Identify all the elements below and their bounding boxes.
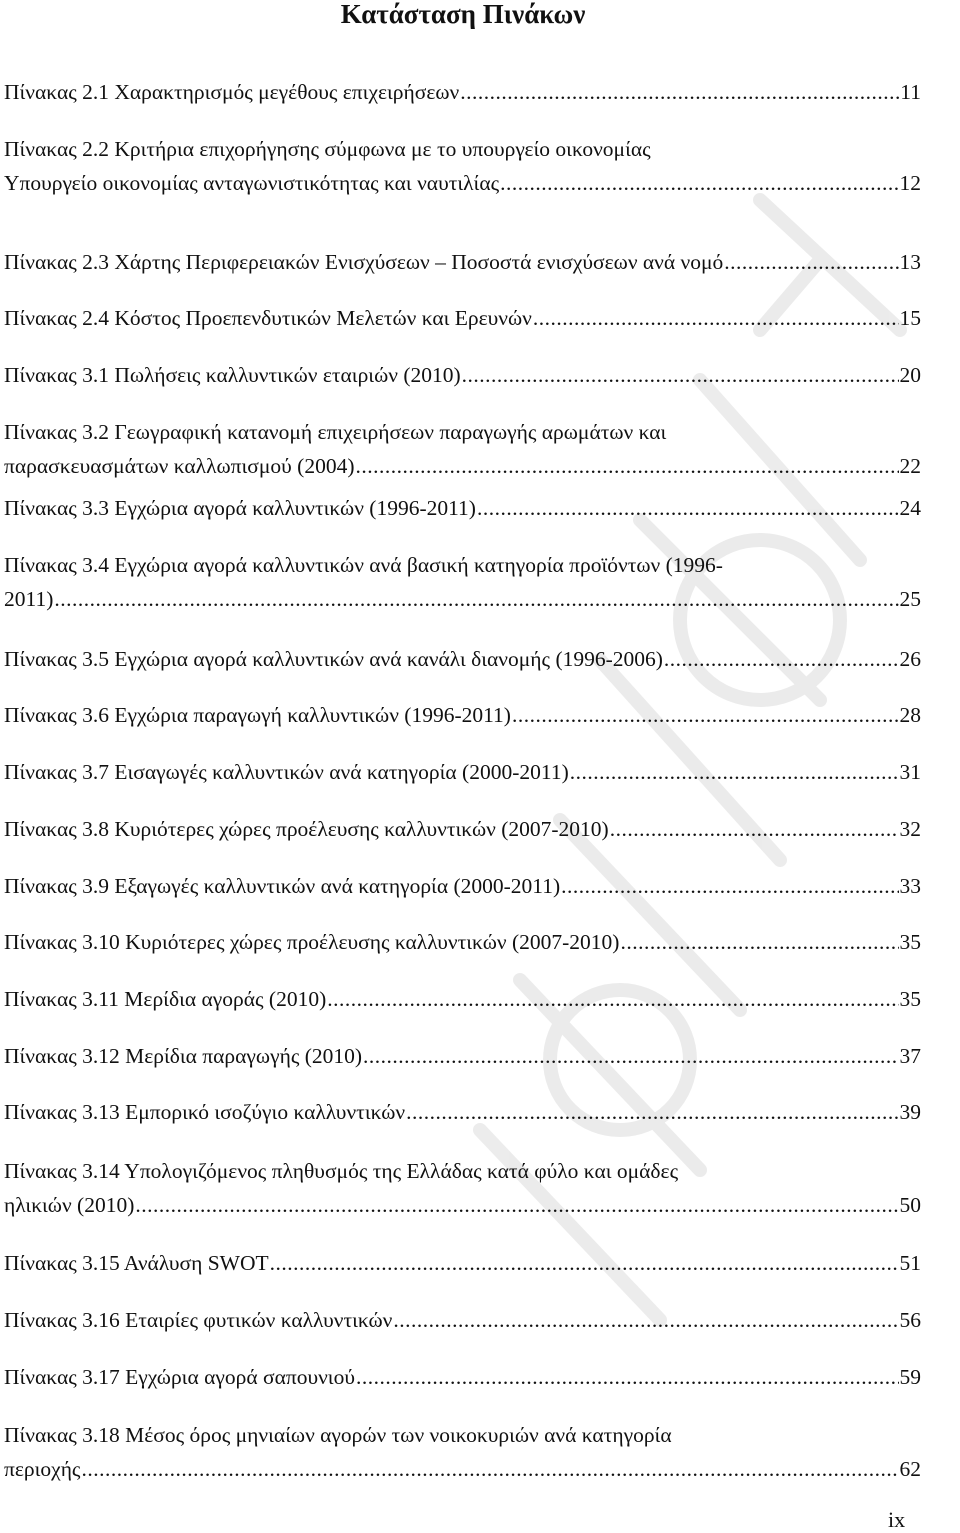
page-title: Κατάσταση Πινάκων (340, 0, 586, 29)
toc-entry-line (4, 1452, 921, 1486)
toc-entry-line (4, 1246, 921, 1280)
toc-entry-line (4, 449, 921, 483)
toc-page-number: 24 (899, 496, 921, 520)
dot-leader (81, 1452, 898, 1486)
toc-entry-line (4, 1303, 921, 1337)
toc-page-number: 12 (899, 171, 921, 195)
dot-leader (724, 245, 898, 279)
toc-page-number: 50 (899, 1193, 921, 1217)
dot-leader (460, 75, 899, 109)
dot-leader (610, 812, 899, 846)
toc-entry-line (4, 642, 921, 676)
toc-entry-text: Πίνακας 3.14 Υπολογιζόμενος πληθυσμός της Ελλάδας κατά φύλο και ομάδες (4, 1159, 679, 1183)
toc-entry[interactable] (4, 642, 921, 676)
toc-page-number: 59 (899, 1365, 921, 1389)
dot-leader (363, 1039, 898, 1073)
dot-leader (500, 166, 898, 200)
toc-entry[interactable] (4, 1095, 921, 1129)
toc-page-number: 26 (899, 647, 921, 671)
dot-leader (327, 982, 898, 1016)
toc-entry-text: 2011) (4, 587, 54, 611)
dot-leader (356, 449, 899, 483)
toc-page-number: 35 (899, 987, 921, 1011)
dot-leader (620, 925, 898, 959)
toc-entry[interactable] (4, 1246, 921, 1280)
dot-leader (270, 1246, 899, 1280)
toc-entry[interactable] (4, 132, 921, 200)
toc-entry[interactable] (4, 491, 921, 525)
toc-entry-text: Πίνακας 3.9 Εξαγωγές καλλυντικών ανά κατηγορία (2000-2011) (4, 874, 561, 898)
toc-entry[interactable] (4, 925, 921, 959)
toc-entry[interactable] (4, 548, 921, 616)
toc-page-number: 35 (899, 930, 921, 954)
toc-entry[interactable] (4, 755, 921, 789)
toc-entry-text: Πίνακας 3.6 Εγχώρια παραγωγή καλλυντικών (1996-2011) (4, 703, 511, 727)
dot-leader (393, 1303, 898, 1337)
toc-entry-line (4, 1188, 921, 1222)
toc-page-number: 51 (899, 1251, 921, 1275)
dot-leader (406, 1095, 898, 1129)
toc-entry-line (4, 491, 921, 525)
page-number: ix (888, 1507, 906, 1532)
toc-entry-text: Πίνακας 2.4 Κόστος Προεπενδυτικών Μελετών και Ερευνών (4, 306, 532, 330)
dot-leader (135, 1188, 898, 1222)
toc-entry-text: Πίνακας 3.4 Εγχώρια αγορά καλλυντικών ανά βασική κατηγορία προϊόντων (1996- (4, 553, 723, 577)
toc-entry-text: Πίνακας 3.15 Ανάλυση SWOT (4, 1251, 269, 1275)
toc-page-number: 37 (899, 1044, 921, 1068)
toc-entry-line (4, 75, 921, 109)
toc-entry-line (4, 166, 921, 200)
toc-page-number: 22 (899, 454, 921, 478)
toc-entry-line (4, 358, 921, 392)
toc-entry-line (4, 1360, 921, 1394)
toc-entry-line (4, 582, 921, 616)
toc-entry-text: Πίνακας 3.10 Κυριότερες χώρες προέλευσης καλλυντικών (2007-2010) (4, 930, 620, 954)
toc-entry[interactable] (4, 1303, 921, 1337)
toc-entry[interactable] (4, 245, 921, 279)
toc-entry-text: Πίνακας 3.7 Εισαγωγές καλλυντικών ανά κατηγορία (2000-2011) (4, 760, 569, 784)
toc-entry-text: Πίνακας 3.17 Εγχώρια αγορά σαπουνιού (4, 1365, 355, 1389)
toc-entry-text: Πίνακας 2.3 Χάρτης Περιφερειακών Ενισχύσεων – Ποσοστά ενισχύσεων ανά νομό (4, 250, 724, 274)
toc-entry-text: Πίνακας 3.13 Εμπορικό ισοζύγιο καλλυντικών (4, 1100, 406, 1124)
toc-page-number: 13 (899, 250, 921, 274)
toc-entry[interactable] (4, 1360, 921, 1394)
toc-page-number: 56 (899, 1308, 921, 1332)
toc-entry-line (4, 925, 921, 959)
toc-entry-line (4, 982, 921, 1016)
dot-leader (533, 301, 899, 335)
toc-page-number: 62 (899, 1457, 921, 1481)
toc-entry[interactable] (4, 1039, 921, 1073)
dot-leader (664, 642, 899, 676)
toc-entry[interactable] (4, 1418, 921, 1486)
toc-entry-text: Πίνακας 3.18 Μέσος όρος μηνιαίων αγορών των νοικοκυριών ανά κατηγορία (4, 1423, 672, 1447)
toc-entry-line (4, 1095, 921, 1129)
toc-entry[interactable] (4, 812, 921, 846)
toc-entry[interactable] (4, 1154, 921, 1222)
toc-entry-text: Πίνακας 3.5 Εγχώρια αγορά καλλυντικών ανά κανάλι διανομής (1996-2006) (4, 647, 663, 671)
toc-page-number: 15 (899, 306, 921, 330)
toc-entry[interactable] (4, 698, 921, 732)
toc-page-number: 25 (899, 587, 921, 611)
toc-entry-text: Πίνακας 2.1 Χαρακτηρισμός μεγέθους επιχειρήσεων (4, 80, 460, 104)
toc-entry[interactable] (4, 301, 921, 335)
dot-leader (356, 1360, 899, 1394)
toc-entry-text: ηλικιών (2010) (4, 1193, 135, 1217)
toc-entry[interactable] (4, 358, 921, 392)
toc-entry-line (4, 869, 921, 903)
toc-entry-line (4, 1039, 921, 1073)
dot-leader (561, 869, 898, 903)
toc-entry[interactable] (4, 75, 921, 109)
dot-leader (512, 698, 899, 732)
toc-entry-line (4, 245, 921, 279)
toc-entry-text: Πίνακας 3.1 Πωλήσεις καλλυντικών εταιριών (2010) (4, 363, 461, 387)
toc-page-number: 20 (899, 363, 921, 387)
dot-leader (570, 755, 899, 789)
toc-entry-line (4, 755, 921, 789)
toc-entry-text: Πίνακας 3.3 Εγχώρια αγορά καλλυντικών (1996-2011) (4, 496, 476, 520)
toc-entry-text: Πίνακας 2.2 Κριτήρια επιχορήγησης σύμφωνα με το υπουργείο οικονομίας (4, 137, 651, 161)
toc-entry[interactable] (4, 415, 921, 483)
toc-entry-text: Πίνακας 3.8 Κυριότερες χώρες προέλευσης καλλυντικών (2007-2010) (4, 817, 609, 841)
toc-entry-line (4, 812, 921, 846)
toc-entry-line (4, 698, 921, 732)
toc-entry-text: παρασκευασμάτων καλλωπισμού (2004) (4, 454, 355, 478)
toc-page-number: 28 (899, 703, 921, 727)
toc-page-number: 33 (899, 874, 921, 898)
toc-entry-text: Πίνακας 3.2 Γεωγραφική κατανομή επιχειρήσεων παραγωγής αρωμάτων και (4, 420, 667, 444)
toc-entry-text: περιοχής (4, 1457, 81, 1481)
dot-leader (462, 358, 899, 392)
toc-page-number: 39 (899, 1100, 921, 1124)
toc-entry-text: Πίνακας 3.16 Εταιρίες φυτικών καλλυντικών (4, 1308, 393, 1332)
toc-page-number: 32 (899, 817, 921, 841)
dot-leader (54, 582, 898, 616)
toc-page-number: 11 (900, 80, 921, 104)
toc-entry-text: Πίνακας 3.11 Μερίδια αγοράς (2010) (4, 987, 327, 1011)
toc-page-number: 31 (899, 760, 921, 784)
toc-entry-line (4, 301, 921, 335)
toc-entry-text: Πίνακας 3.12 Μερίδια παραγωγής (2010) (4, 1044, 363, 1068)
toc-entry-text: Υπουργείο οικονομίας ανταγωνιστικότητας και ναυτιλίας (4, 171, 500, 195)
dot-leader (477, 491, 899, 525)
toc-entry[interactable] (4, 869, 921, 903)
toc-entry[interactable] (4, 982, 921, 1016)
